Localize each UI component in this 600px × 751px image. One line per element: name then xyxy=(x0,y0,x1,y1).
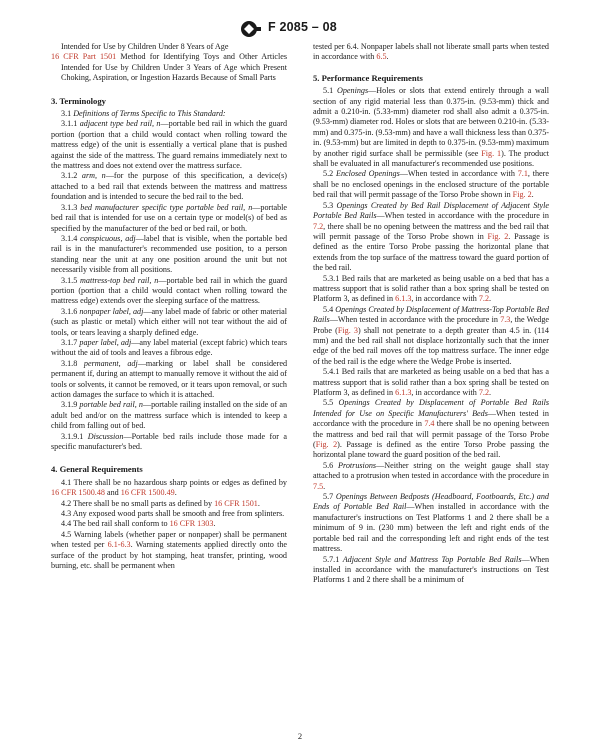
para-3-1-7: 3.1.7 paper label, adj—any label material (except fabric) which tears without the aid of tools and leaves a fibrous edge. xyxy=(51,337,288,358)
para-3-1-8: 3.1.8 permanent, adj—marking or label shall be considered permanent if, during an attempt to manually remove it without the aid of tools or solvents, it cannot be removed, or it tears upon removal, or such action damages the surface to which it is attached. xyxy=(51,358,288,399)
para-5-4: 5.4 Openings Created by Displacement of Mattress-Top Portable Bed Rails—When tested in accordance with the procedure in 7.3, the Wedge Probe (Fig. 3) shall not penetrate to a depth greater than 4.5 in. (114 mm) and the bed rail shall not displace horizontally such that the inner edge of the bed rail moves off the top mattress surface. The inner edge of the bed rail is the edge where the Wedge Probe is inserted. xyxy=(313,304,550,366)
ref-link[interactable]: 16 CFR 1500.49 xyxy=(120,488,175,498)
ref-link[interactable]: 16 CFR 1500.48 xyxy=(51,488,105,498)
para-5-7: 5.7 Openings Between Bedposts (Headboard, Footboards, Etc.) and Ends of Portable Bed Rail—When installed in accordance with the manufacturer's instructions on Test Platforms 1 and 2 there shall be a minimum of 9 in. (230 mm) between the left and right ends of the portable bed rail and the corresponding left and right ends of the test mattress. xyxy=(313,492,549,554)
para-4-5: 4.5 Warning labels (whether paper or nonpaper) shall be permanent when tested per 6.1-6.3. Warning statements applied directly onto the surface of the product by hot stamping, heat transfer, printing, wood burning, etc. shall be permanent when xyxy=(51,529,287,571)
ref-link[interactable]: Fig. 2 xyxy=(315,440,338,450)
ref-link[interactable]: 7.2 xyxy=(313,221,324,231)
ref-link[interactable]: 6.1-6.3 xyxy=(107,540,131,550)
para-5-5: 5.5 Openings Created by Displacement of Portable Bed Rails Intended for Use on Specific Manufacturers' Beds—When tested in accordance with the procedure in 7.4 there shall be no opening between the mattress and bed rail that will permit passage of the Torso Probe (Fig. 2). Passage is defined as the entire Torso Probe passing the horizontal plane toward the guard position of the bed rail. xyxy=(313,398,550,460)
para-4-2: 4.2 There shall be no small parts as defined by 16 CFR 1501. xyxy=(61,498,260,508)
para-5-2: 5.2 Enclosed Openings—When tested in accordance with 7.1, there shall be no enclosed openings in the enclosed structure of the portable bed rail that will permit passage of the Torso Probe shown in Fig. 2. xyxy=(313,169,549,200)
page-number: 2 xyxy=(297,731,303,741)
ref-link[interactable]: 16 CFR 1501 xyxy=(214,498,258,508)
para-5-3-1: 5.3.1 Bed rails that are marketed as being usable on a bed that has a mattress support that is solid rather than a box spring shall be tested on Platform 3, as defined in 6.1.3, in accordance with 7.2. xyxy=(313,273,549,304)
standard-designation: F 2085 – 08 xyxy=(268,20,337,34)
para-5-7-1: 5.7.1 Adjacent Style and Mattress Top Portable Bed Rails—When installed in accordance with the manufacturer's instructions on Test Platforms 1 and 2 there shall be a minimum of xyxy=(313,554,550,585)
astm-logo-icon xyxy=(240,20,262,38)
ref-link[interactable]: 7.1 xyxy=(517,169,528,179)
section-3-title: 3. Terminology xyxy=(51,95,106,106)
ref-link[interactable]: 7.2 xyxy=(478,388,489,397)
para-3-1-1: 3.1.1 adjacent type bed rail, n—portable bed rail in which the guard portion (portion that a child would contact when rolling toward the mattress edge) of the unit is essentially a vertical plane that is pushed against the side of the mattress. The guard remains immediately next to the mattress and does not extend over the mattress surface. xyxy=(51,119,288,171)
para-3-1-9: 3.1.9 portable bed rail, n—portable railing installed on the side of an adult bed and/or on the mattress surface which is intended to keep a child from falling out of bed. xyxy=(51,400,288,431)
ref-link[interactable]: 6.1.3 xyxy=(395,388,412,397)
para-4-3: 4.3 Any exposed wood parts shall be smooth and free from splinters. xyxy=(61,509,285,519)
para-5-3: 5.3 Openings Created by Bed Rail Displacement of Adjacent Style Portable Bed Rails—When tested in accordance with the procedure in 7.2, there shall be no opening between the mattress and the bed rail that will permit passage of the Torso Probe shown in Fig. 2. Passage is defined as the entire Torso Probe passing the horizontal plane that extends from the top surface of the mattress toward the guard portion of the bed rail. xyxy=(313,200,550,273)
ref-link[interactable]: Fig. 2 xyxy=(512,190,532,200)
ref-link[interactable]: 6.1.3 xyxy=(395,294,412,304)
para-5-6: 5.6 Protrusions—Neither string on the weight gauge shall stay attached to a protrusion when tested in accordance with the procedure in 7.5. xyxy=(313,460,550,491)
ref-link[interactable]: Fig. 1 xyxy=(481,148,502,158)
para-3-1-3: 3.1.3 bed manufacturer specific type portable bed rail, n—portable bed rail that is intended for use on a certain type or model(s) of bed as specified by the manufacturer of the bed or bed rail, or both. xyxy=(51,202,288,233)
para-4-1: 4.1 There shall be no hazardous sharp points or edges as defined by 16 CFR 1500.48 and 16 CFR 1500.49. xyxy=(51,477,287,498)
ref-link[interactable]: 7.3 xyxy=(500,315,511,325)
ref-continuation: Intended for Use by Children Under 8 Years of Age xyxy=(61,42,229,51)
para-5-4-1: 5.4.1 Bed rails that are marketed as being usable on a bed that has a mattress support that is solid rather than a box spring shall be tested on Platform 3, as defined in 6.1.3, in accordance with 7.2. xyxy=(313,367,549,397)
ref-link[interactable]: 7.4 xyxy=(424,419,435,429)
ref-link[interactable]: Fig. 2 xyxy=(487,231,509,241)
para-3-1-4: 3.1.4 conspicuous, adj—label that is visible, when the portable bed rail is in the manufacturer's recommended use position, to a person standing near the unit at any one position around the unit but not necessarily visible from all positions. xyxy=(51,233,288,275)
ref-16cfr1501: 16 CFR Part 1501 Method for Identifying Toys and Other Articles Intended for Use by Children Under 3 Years of Age which Present Choking, Aspiration, or Ingestion Hazards Because of Small Parts xyxy=(51,52,288,83)
left-column xyxy=(51,42,287,572)
ref-link[interactable]: 16 CFR Part 1501 xyxy=(51,52,117,62)
section-4-title: 4. General Requirements xyxy=(51,464,143,475)
para-3-1-2: 3.1.2 arm, n—for the purpose of this specification, a device(s) attached to a bed rail that extends between the mattress and mattress foundation and is intended to secure the bed rail to the bed. xyxy=(51,171,287,202)
ref-link[interactable]: 7.5 xyxy=(313,481,324,491)
para-3-1: 3.1 Definitions of Terms Specific to This Standard: xyxy=(61,109,226,119)
section-5-title: 5. Performance Requirements xyxy=(313,72,423,83)
right-column xyxy=(313,42,549,586)
para-3-1-5: 3.1.5 mattress-top bed rail, n—portable bed rail in which the guard portion (portion that a child would contact when rolling toward the mattress edge) extends over the sleeping surface of the mattress. xyxy=(51,275,288,306)
para-4-4: 4.4 The bed rail shall conform to 16 CFR 1303. xyxy=(61,519,216,529)
para-continuation: tested per 6.4. Nonpaper labels shall not liberate small parts when tested in accordance with 6.5. xyxy=(313,42,549,62)
para-3-1-6: 3.1.6 nonpaper label, adj—any label made of fabric or other material (such as plastic or metal) which either will not tear without the aid of tools, or tears leaving a sharply defined edge. xyxy=(51,306,287,337)
para-3-1-9-1: 3.1.9.1 Discussion—Portable bed rails include those made for a specific manufacturer's bed. xyxy=(51,431,287,452)
ref-link[interactable]: 16 CFR 1303 xyxy=(169,519,214,529)
ref-link[interactable]: Fig. 3 xyxy=(337,325,358,335)
ref-link[interactable]: 7.2 xyxy=(478,294,489,304)
para-5-1: 5.1 Openings—Holes or slots that extend entirely through a wall section of any rigid material less than 0.375-in. (9.53-mm) thick and admit a 0.210-in. (5.33-mm) diameter rod shall also admit a 0.375-in. (9.53-mm) diameter rod. Holes or slots that are between 0.210-in. (5.33-mm) and 0.375-in. (9.53-mm) and have a wall thickness less than 0.375-in. (9.53-mm) but are limited in depth to 0.375-in. (9.53-mm) maximum by another rigid surface shall be permissible (see Fig. 1). The product shall be evaluated in all manufacturer's recommended use positions. xyxy=(313,86,550,169)
page-header xyxy=(0,14,600,42)
ref-link[interactable]: 6.5 xyxy=(376,52,387,62)
